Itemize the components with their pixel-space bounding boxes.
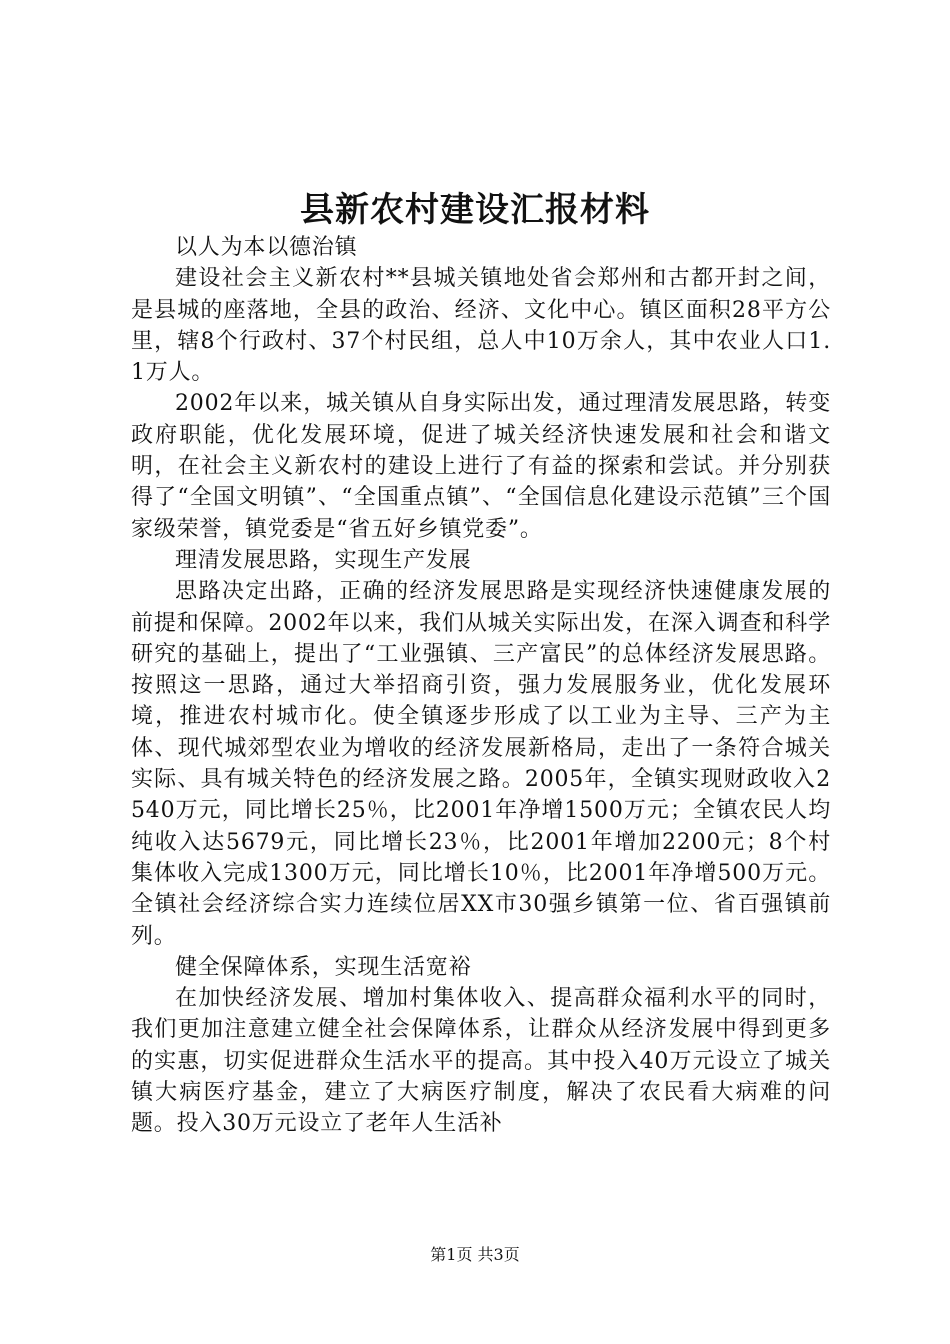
section-heading: 健全保障体系，实现生活宽裕: [175, 954, 472, 980]
page-number-footer: 第1页 共3页: [430, 1245, 520, 1264]
body-paragraph: 思路决定出路，正确的经济发展思路是实现经济快速健康发展的前提和保障。2002年以来，我们从城关实际出发，在深入调查和科学研究的基础上，提出了“工业强镇、三产富民”的总体经济发展思路。按照这一思路，通过大举招商引资，强力发展服务业，优化发展环境，推进农村城市化。使全镇逐步形成了以工业为主导、三产为主体、现代城郊型农业为增收的经济发展新格局，走出了一条符合城关实际、具有城关特色的经济发展之路。2005年，全镇实现财政收入2540万元，同比增长25％，比2001年净增1500万元；全镇农民人均纯收入达5679元，同比增长23％，比2001年增加2200元；8个村集体收入完成1300万元，同比增长10％，比2001年净增500万元。全镇社会经济综合实力连续位居XX市30强乡镇第一位、省百强镇前列。: [131, 579, 831, 949]
body-paragraph: 在加快经济发展、增加村集体收入、提高群众福利水平的同时，我们更加注意建立健全社会保障体系，让群众从经济发展中得到更多的实惠，切实促进群众生活水平的提高。其中投入40万元设立了城关镇大病医疗基金，建立了大病医疗制度，解决了农民看大病难的问题。投入30万元设立了老年人生活补: [131, 986, 831, 1137]
section-heading: 理清发展思路，实现生产发展: [175, 547, 472, 573]
body-paragraph: 2002年以来，城关镇从自身实际出发，通过理清发展思路，转变政府职能，优化发展环境，促进了城关经济快速发展和社会和谐文明，在社会主义新农村的建设上进行了有益的探索和尝试。并分别获得了“全国文明镇”、“全国重点镇”、“全国信息化建设示范镇”三个国家级荣誉，镇党委是“省五好乡镇党委”。: [131, 391, 831, 542]
document-body: [131, 232, 831, 1140]
document-title: 县新农村建设汇报材料: [300, 190, 650, 230]
section-heading: 以人为本以德治镇: [175, 235, 358, 260]
body-paragraph: 建设社会主义新农村**县城关镇地处省会郑州和古都开封之间，是县城的座落地，全县的政治、经济、文化中心。镇区面积28平方公里，辖8个行政村、37个村民组，总人中10万余人，其中农业人口1.1万人。: [131, 266, 831, 386]
